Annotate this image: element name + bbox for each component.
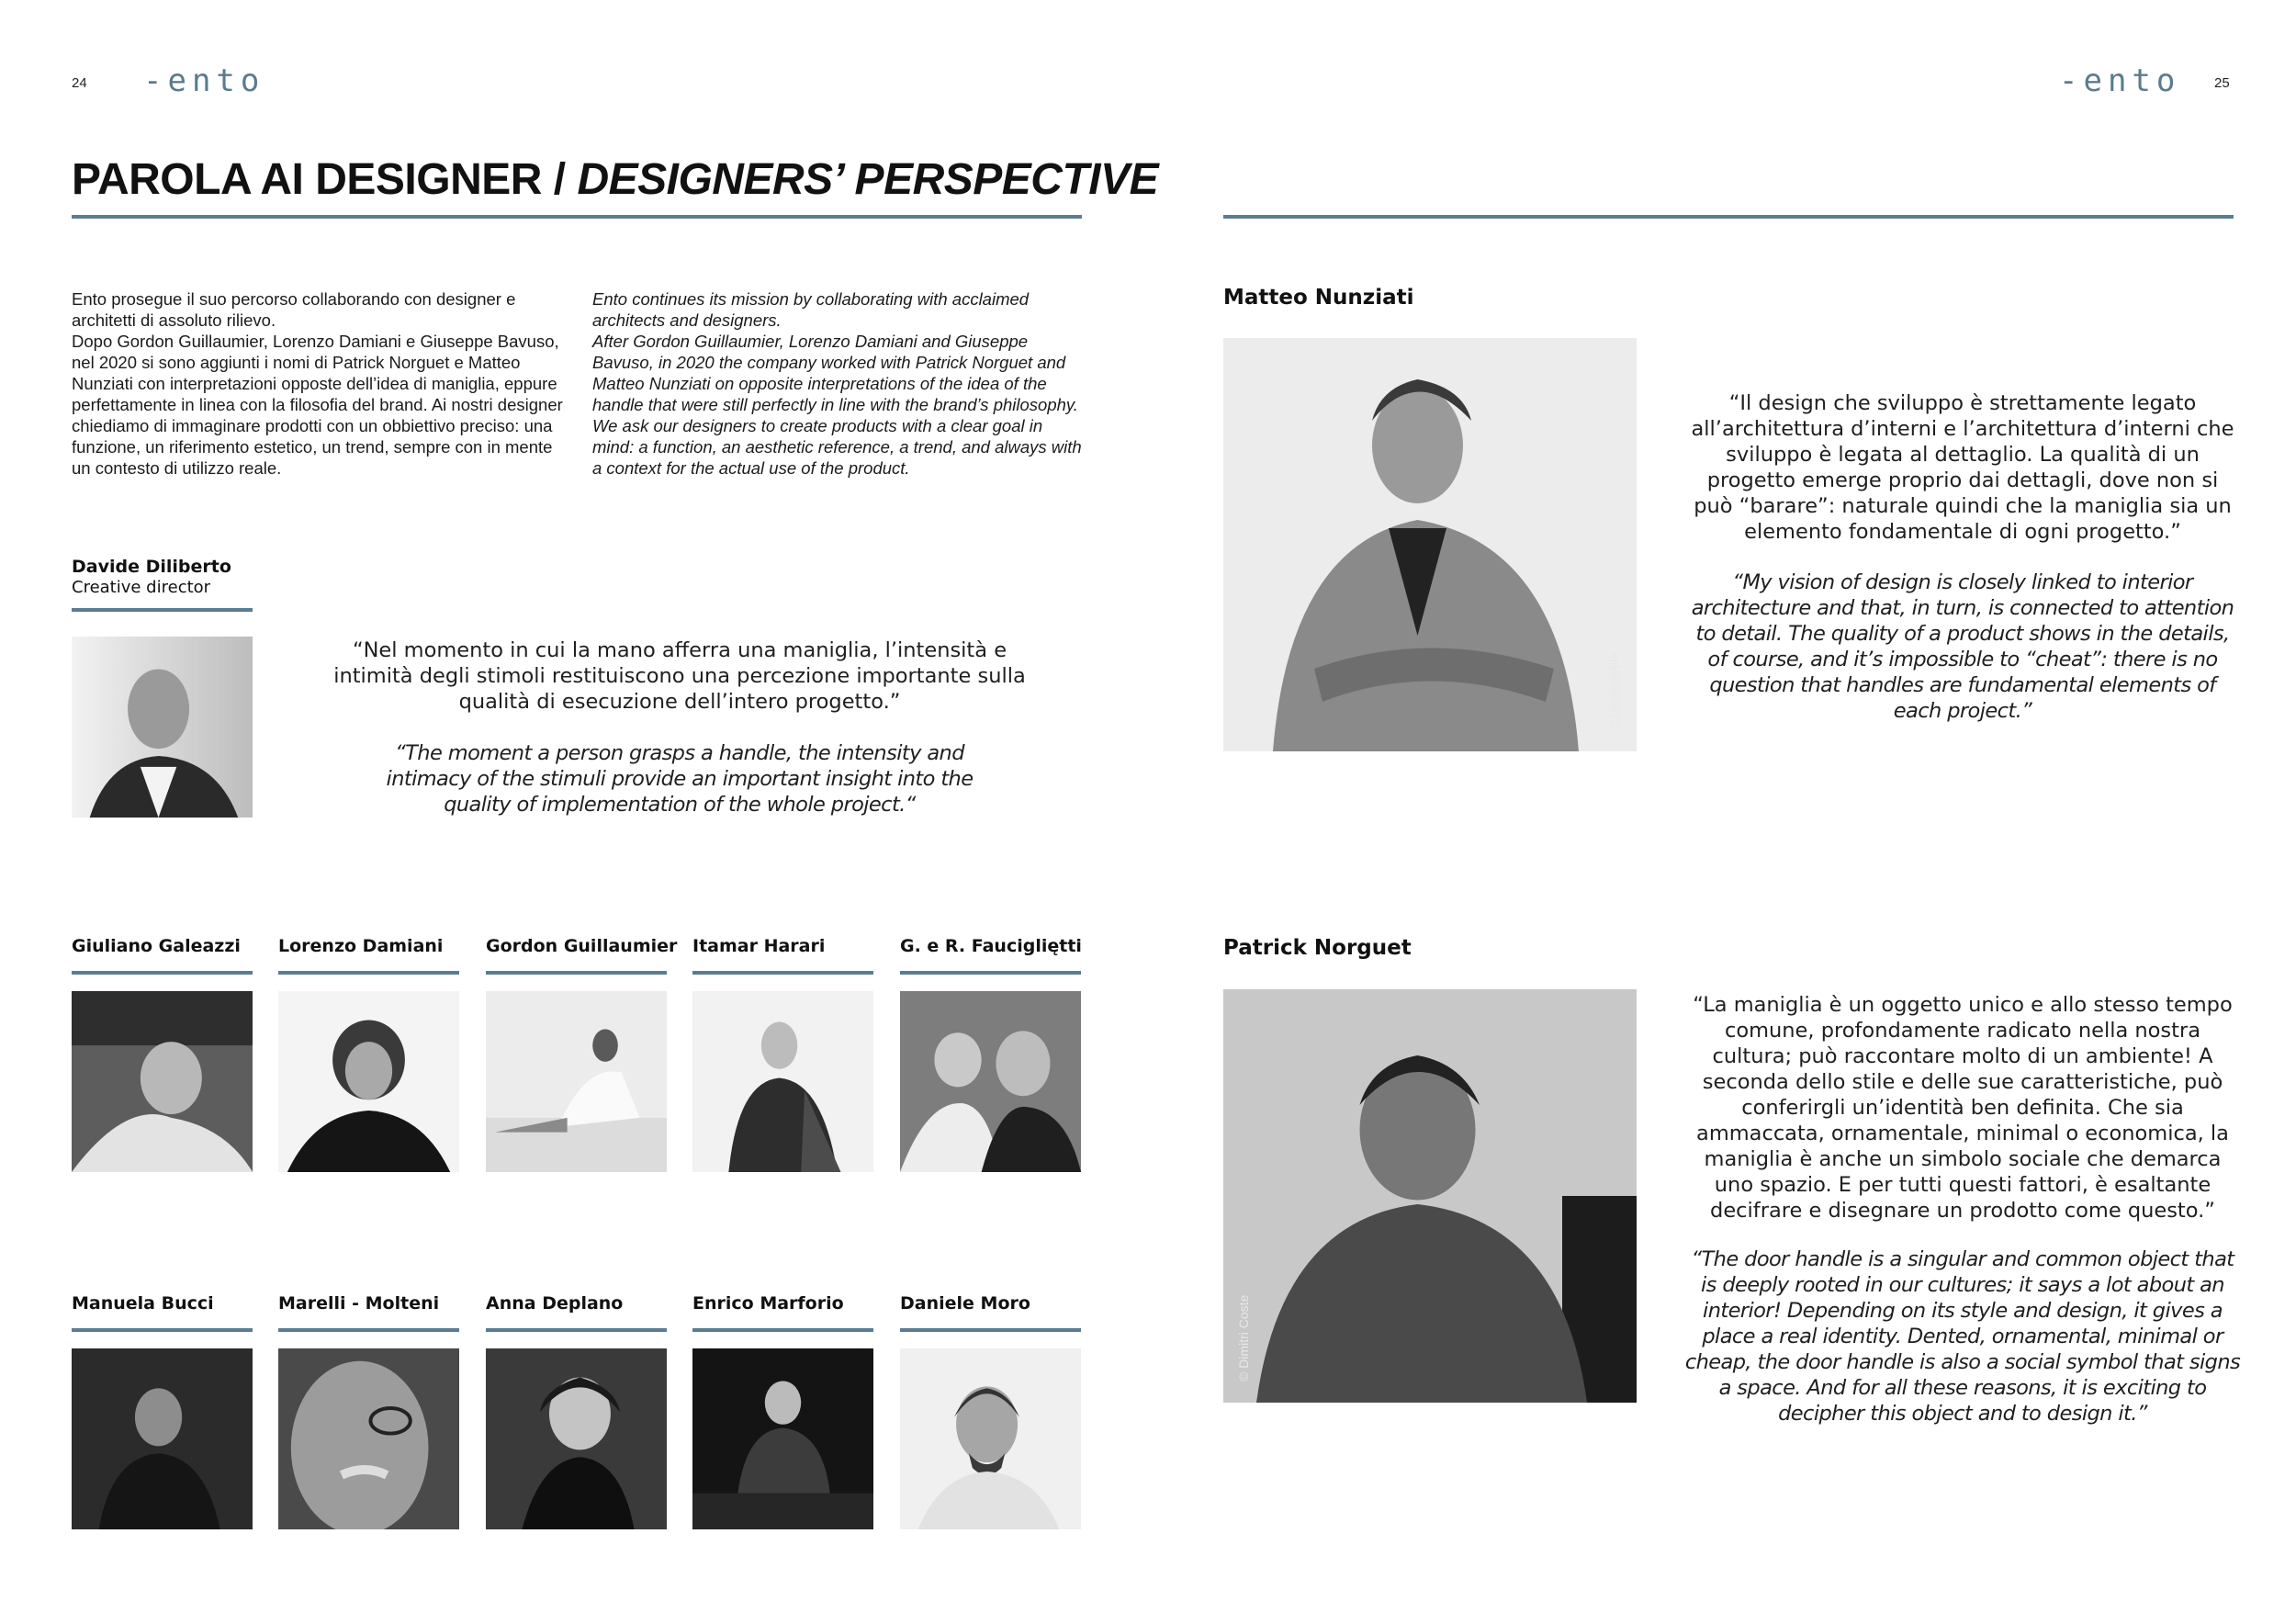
designer-rule xyxy=(486,1328,667,1332)
designer-photo xyxy=(278,1348,459,1529)
designer-rule xyxy=(486,971,667,975)
title-rule-right xyxy=(1223,215,2234,219)
nunziati-quote-english: “My vision of design is closely linked to interior architecture and that, in turn, is connected to attention to detail. The quality of a product shows in the details, of course, and it’s impossible to “cheat”: there is no question that handles are fundamental elements of each project.” xyxy=(1691,570,2234,723)
designer-name: Giuliano Galeazzi xyxy=(72,936,241,956)
director-quote-english: “The moment a person grasps a handle, the intensity and intimacy of the stimuli provide an important insight into the quality of implementation of the whole project.“ xyxy=(386,741,974,817)
designer-name: Lorenzo Damiani xyxy=(278,936,444,956)
designer-photo xyxy=(72,1348,253,1529)
title-italian: PAROLA AI DESIGNER / xyxy=(72,155,578,204)
designer-name: Enrico Marforio xyxy=(692,1293,844,1314)
designer-name: Anna Deplano xyxy=(486,1293,624,1314)
designer-photo xyxy=(486,1348,667,1529)
designer-name: G. e R. Faucigliętti xyxy=(900,936,1082,956)
designer-rule xyxy=(900,1328,1081,1332)
page-number-left: 24 xyxy=(72,75,87,91)
director-name: Davide Diliberto xyxy=(72,557,231,577)
nunziati-quote-italian: “Il design che sviluppo è strettamente legato all’architettura d’interni e l’architettura d’interni che sviluppo è legata al dettaglio. La qualità di un progetto emerge proprio dai dettagli, dove non si può “barare”: naturale quindi che la maniglia sia un elemento fondamentale di ogni progetto.” xyxy=(1691,391,2234,544)
designer-photo xyxy=(692,991,873,1172)
nunziati-photo xyxy=(1223,338,1637,751)
norguet-quote-english: “The door handle is a singular and common object that is deeply rooted in our cultures; it says a lot about an interior! Depending on its style and design, it gives a place a real identity. Dented, ornamental, minimal or cheap, the door handle is also a social symbol that signs a space. And for all these reasons, it is exciting to decipher this object and to design it.” xyxy=(1684,1247,2241,1426)
designer-rule xyxy=(900,971,1081,975)
nunziati-name: Matteo Nunziati xyxy=(1223,286,1414,310)
designer-rule xyxy=(72,971,253,975)
designers-row-2 xyxy=(72,1293,1082,1532)
director-role: Creative director xyxy=(72,578,211,597)
designer-photo xyxy=(900,991,1081,1172)
designer-photo xyxy=(692,1348,873,1529)
designer-name: Manuela Bucci xyxy=(72,1293,214,1314)
director-quote-italian: “Nel momento in cui la mano afferra una maniglia, l’intensità e intimità degli stimoli restituiscono una percezione importante sulla qualità di esecuzione dell’intero progetto.” xyxy=(333,638,1026,714)
norguet-quote-italian: “La maniglia è un oggetto unico e allo stesso tempo comune, profondamente radicato nella nostra cultura; può raccontare molto di un ambiente! A seconda dello stile e delle sue caratteristiche, può conferirgli un’identità ben definita. Che sia ammaccata, ornamentale, minimal o economica, la maniglia è anche un simbolo sociale che demarca uno spazio. E per tutti questi fattori, è esaltante decifrare e disegnare un prodotto come questo.” xyxy=(1693,993,2233,1223)
intro-english: Ento continues its mission by collaborating with acclaimed architects and designers. After Gordon Guillaumier, Lorenzo Damiani and Giuseppe Bavuso, in 2020 the company worked with Patrick Norguet and Matteo Nunziati on opposite interpretations of the idea of the handle that were still perfectly in line with the brand’s philosophy. We ask our designers to create products with a clear goal in mind: a function, an aesthetic reference, a trend, and always with a context for the actual use of the product. xyxy=(592,289,1082,478)
ento-logo-right: -ento xyxy=(2059,62,2181,99)
designer-name: Gordon Guillaumier xyxy=(486,936,678,956)
norguet-photo-credit: © Dimitri Coste xyxy=(1236,1294,1251,1382)
nunziati-photo-credit: © Dinah Wille xyxy=(1607,651,1622,730)
director-rule xyxy=(72,608,253,612)
title-english: DESIGNERS’ PERSPECTIVE xyxy=(577,155,1159,204)
designers-row-1 xyxy=(72,936,1082,1175)
norguet-photo xyxy=(1223,989,1637,1403)
designer-name: Itamar Harari xyxy=(692,936,826,956)
title-rule-left xyxy=(72,215,1082,219)
intro-italian: Ento prosegue il suo percorso collaborando con designer e architetti di assoluto rilievo. Dopo Gordon Guillaumier, Lorenzo Damiani e Giuseppe Bavuso, nel 2020 si sono aggiunti i nomi di Patrick Norguet e Matteo Nunziati con interpretazioni opposte dell’idea di maniglia, eppure perfettamente in linea con la filosofia del brand. Ai nostri designer chiediamo di immaginare prodotti con un obbiettivo preciso: una funzione, un riferimento estetico, un trend, sempre con in mente un contesto di utilizzo reale. xyxy=(72,289,563,478)
designer-rule xyxy=(692,971,873,975)
director-photo xyxy=(72,637,253,818)
designer-rule xyxy=(72,1328,253,1332)
designer-photo xyxy=(486,991,667,1172)
page-title xyxy=(72,154,1158,205)
designer-rule xyxy=(278,971,459,975)
norguet-name: Patrick Norguet xyxy=(1223,936,1412,960)
ento-logo-left: -ento xyxy=(143,62,265,99)
designer-name: Daniele Moro xyxy=(900,1293,1030,1314)
designer-photo xyxy=(278,991,459,1172)
designer-photo xyxy=(72,991,253,1172)
designer-photo xyxy=(900,1348,1081,1529)
designer-rule xyxy=(692,1328,873,1332)
designer-rule xyxy=(278,1328,459,1332)
designer-name: Marelli - Molteni xyxy=(278,1293,440,1314)
page-number-right: 25 xyxy=(2214,75,2230,91)
